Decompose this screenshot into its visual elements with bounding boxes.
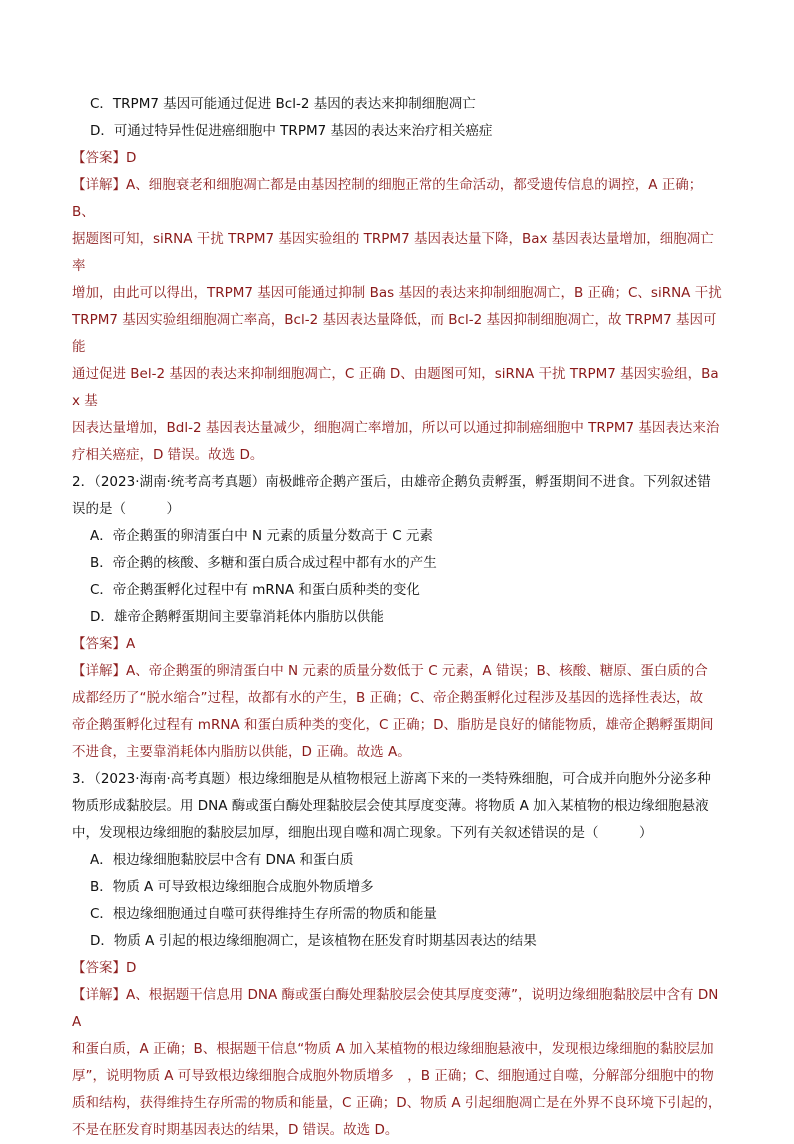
option-d: D．可通过特异性促进癌细胞中 TRPM7 基因的表达来治疗相关癌症 bbox=[90, 123, 493, 139]
detail-label: 【详解】 bbox=[72, 177, 126, 193]
option-d: D．雄帝企鹅孵蛋期间主要靠消耗体内脂肪以供能 bbox=[90, 609, 384, 625]
detail-line: 成都经历了“脱水缩合”过程，故都有水的产生，B 正确；C、帝企鹅蛋孵化过程涉及基因的选择性表达，故 bbox=[72, 690, 703, 706]
question-stem: 2．（2023·湖南·统考高考真题）南极雌帝企鹅产蛋后，由雄帝企鹅负责孵蛋，孵蛋期间不进食。下列叙述错 bbox=[72, 474, 711, 490]
detail-line: 厚”，说明物质 A 可导致根边缘细胞合成胞外物质增多 ，B 正确；C、细胞通过自噬，分解部分细胞中的物 bbox=[72, 1068, 714, 1084]
option-a: A．帝企鹅蛋的卵清蛋白中 N 元素的质量分数高于 C 元素 bbox=[90, 528, 433, 544]
detail-line: 通过促进 Bel-2 基因的表达来抑制细胞凋亡，C 正确 D、由题图可知，siRNA 干扰 TRPM7 基因实验组，Bax 基 bbox=[72, 366, 719, 409]
detail-line: 据题图可知，siRNA 干扰 TRPM7 基因实验组的 TRPM7 基因表达量下降，Bax 基因表达量增加，细胞凋亡率 bbox=[72, 231, 714, 274]
answer-label: 【答案】 bbox=[72, 150, 126, 166]
detail-line: A、根据题干信息用 DNA 酶或蛋白酶处理黏胶层会使其厚度变薄”，说明边缘细胞黏胶层中含有 DNA bbox=[72, 987, 719, 1030]
answer-value: D bbox=[126, 960, 137, 976]
answer-value: D bbox=[126, 150, 137, 166]
question-stem: 误的是（ ） bbox=[72, 501, 180, 517]
question-stem: 中，发现根边缘细胞的黏胶层加厚，细胞出现自噬和凋亡现象。下列有关叙述错误的是（ ） bbox=[72, 825, 653, 841]
answer-value: A bbox=[126, 636, 136, 652]
option-b: B．帝企鹅的核酸、多糖和蛋白质合成过程中都有水的产生 bbox=[90, 555, 437, 571]
question-3 bbox=[72, 766, 724, 955]
question-2 bbox=[72, 469, 724, 631]
detail-line: 帝企鹅蛋孵化过程有 mRNA 和蛋白质种类的变化，C 正确；D、脂肪是良好的储能物质，雄帝企鹅孵蛋期间 bbox=[72, 717, 714, 733]
option-c: C．TRPM7 基因可能通过促进 Bcl-2 基因的表达来抑制细胞凋亡 bbox=[90, 96, 476, 112]
detail-line: 疗相关癌症，D 错误。故选 D。 bbox=[72, 447, 264, 463]
detail-line: TRPM7 基因实验组细胞凋亡率高，Bcl-2 基因表达量降低，而 Bcl-2 基因抑制细胞凋亡，故 TRPM7 基因可能 bbox=[72, 312, 717, 355]
detail-line: 不是在胚发育时期基因表达的结果，D 错误。故选 D。 bbox=[72, 1122, 399, 1138]
detail-line: 和蛋白质，A 正确；B、根据题干信息“物质 A 加入某植物的根边缘细胞悬液中，发现根边缘细胞的黏胶层加 bbox=[72, 1041, 714, 1057]
detail-line: 因表达量增加，Bdl-2 基因表达量减少，细胞凋亡率增加，所以可以通过抑制癌细胞中 TRPM7 基因表达来治 bbox=[72, 420, 720, 436]
option-d: D．物质 A 引起的根边缘细胞凋亡，是该植物在胚发育时期基因表达的结果 bbox=[90, 933, 537, 949]
option-c: C．帝企鹅蛋孵化过程中有 mRNA 和蛋白质种类的变化 bbox=[90, 582, 420, 598]
detail-block bbox=[72, 658, 724, 766]
answer-line bbox=[72, 631, 724, 658]
option-b: B．物质 A 可导致根边缘细胞合成胞外物质增多 bbox=[90, 879, 374, 895]
answer-line bbox=[72, 145, 724, 172]
option-a: A．根边缘细胞黏胶层中含有 DNA 和蛋白质 bbox=[90, 852, 354, 868]
answer-label: 【答案】 bbox=[72, 960, 126, 976]
question-stem: 物质形成黏胶层。用 DNA 酶或蛋白酶处理黏胶层会使其厚度变薄。将物质 A 加入某植物的根边缘细胞悬液 bbox=[72, 798, 709, 814]
answer-line bbox=[72, 955, 724, 982]
detail-line: A、帝企鹅蛋的卵清蛋白中 N 元素的质量分数低于 C 元素，A 错误；B、核酸、糖原、蛋白质的合 bbox=[126, 663, 708, 679]
detail-line: 增加，由此可以得出，TRPM7 基因可能通过抑制 Bas 基因的表达来抑制细胞凋亡，B 正确；C、siRNA 干扰 bbox=[72, 285, 722, 301]
detail-line: 质和结构，获得维持生存所需的物质和能量，C 正确；D、物质 A 引起细胞凋亡是在外界不良环境下引起的， bbox=[72, 1095, 722, 1111]
answer-label: 【答案】 bbox=[72, 636, 126, 652]
detail-block bbox=[72, 172, 724, 469]
document-page bbox=[72, 91, 724, 1144]
question-stem: 3．（2023·海南·高考真题）根边缘细胞是从植物根冠上游离下来的一类特殊细胞，可合成并向胞外分泌多种 bbox=[72, 771, 711, 787]
detail-line: A、细胞衰老和细胞凋亡都是由基因控制的细胞正常的生命活动，都受遗传信息的调控，A 正确；B、 bbox=[72, 177, 703, 220]
detail-line: 不进食，主要靠消耗体内脂肪以供能，D 正确。故选 A。 bbox=[72, 744, 411, 760]
detail-label: 【详解】 bbox=[72, 987, 126, 1003]
detail-block bbox=[72, 982, 724, 1144]
option-c: C．根边缘细胞通过自噬可获得维持生存所需的物质和能量 bbox=[90, 906, 437, 922]
detail-label: 【详解】 bbox=[72, 663, 126, 679]
